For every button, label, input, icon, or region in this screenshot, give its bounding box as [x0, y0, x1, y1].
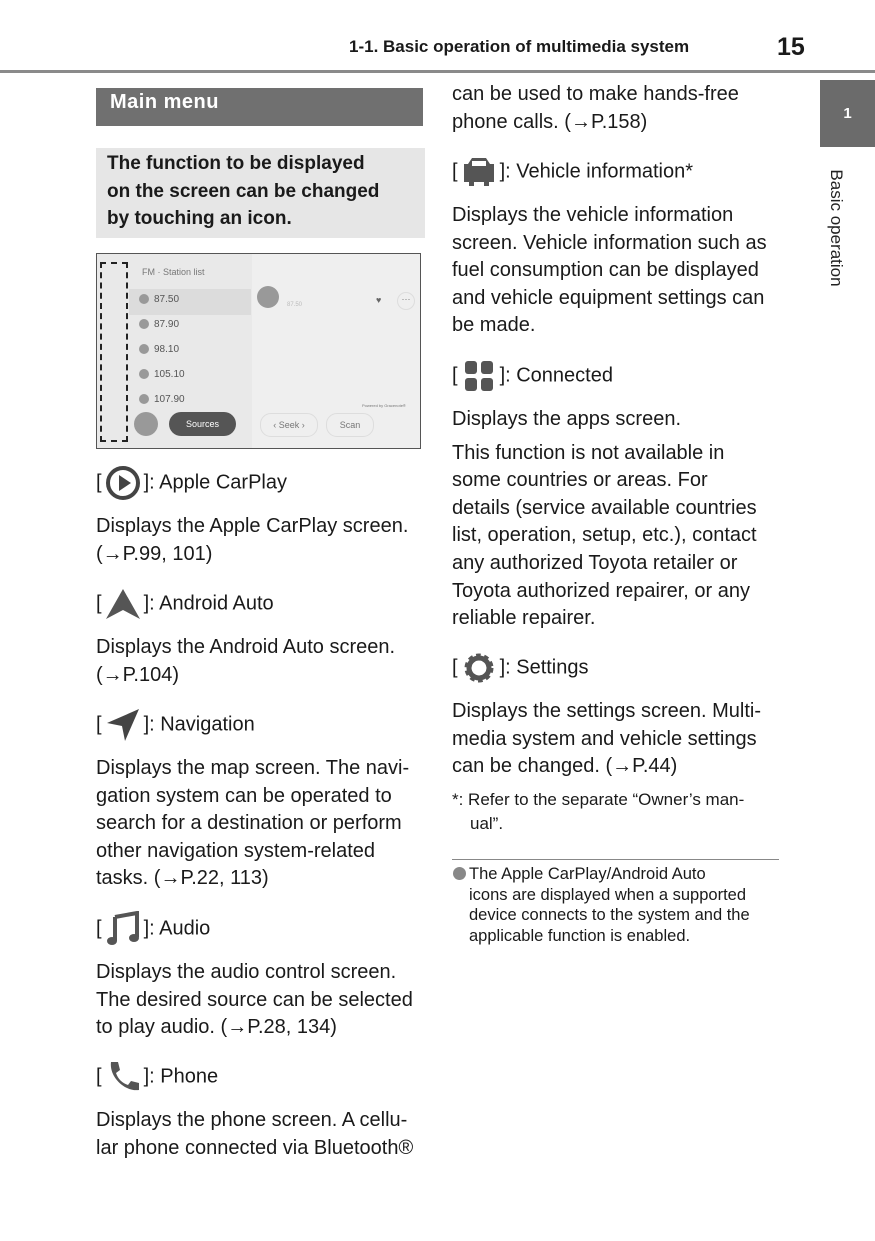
intro-line: on the screen can be changed: [107, 180, 380, 202]
description-line: gation system can be operated to: [96, 784, 392, 807]
sources-button[interactable]: Sources: [169, 412, 236, 436]
intro-line: by touching an icon.: [107, 208, 292, 229]
station-frequency: 87.90: [154, 319, 180, 330]
description-line: Displays the Apple CarPlay screen.: [96, 515, 409, 537]
description-line: and vehicle equipment settings can: [452, 286, 765, 309]
section-title: 1-1. Basic operation of multimedia system: [349, 37, 690, 56]
station-item[interactable]: [139, 369, 185, 380]
radio-icon: [139, 369, 149, 379]
description-line: screen. Vehicle information such as: [452, 231, 767, 254]
station-frequency: 105.10: [154, 369, 185, 380]
icon-label: ]: Android Auto: [143, 592, 274, 615]
icon-label-row: [ ]: Navigation: [96, 707, 255, 743]
station-frequency: 107.90: [154, 394, 185, 405]
icon-label-row: [ ]: Apple CarPlay: [96, 465, 287, 501]
icon-label: ]: Phone: [143, 1065, 219, 1088]
radio-icon: [139, 294, 149, 304]
radio-icon: [139, 344, 149, 354]
menu-highlight-box: [100, 262, 128, 442]
description-line: media system and vehicle settings: [452, 727, 757, 750]
chapter-label: Basic operation: [827, 169, 846, 287]
description-line: list, operation, setup, etc.), contact: [452, 524, 757, 547]
intro-line: The function to be displayed: [107, 153, 365, 174]
screen-breadcrumb: FM · Station list: [142, 267, 205, 277]
audio-icon: [105, 911, 141, 947]
description-line: search for a destination or perform: [96, 812, 402, 835]
settings-icon: [461, 650, 497, 686]
icon-label-row: [ ]: Vehicle information*: [452, 154, 693, 190]
note-line: applicable function is enabled.: [469, 926, 691, 945]
description-line: lar phone connected via Bluetooth®: [96, 1136, 414, 1159]
radio-icon: [139, 319, 149, 329]
note-bullet-icon: [453, 867, 466, 880]
description-line: phone calls. (→P.158): [452, 110, 648, 133]
description-line: Displays the settings screen. Multi-: [452, 700, 762, 722]
description-line: The desired source can be selected: [96, 988, 413, 1011]
description-line: fuel consumption can be displayed: [452, 259, 759, 282]
android-auto-icon: [105, 586, 141, 622]
icon-label: ]: Apple CarPlay: [143, 471, 287, 494]
note-divider: [452, 859, 779, 860]
intro-box: [96, 148, 425, 238]
description-line: This function is not available in: [452, 441, 725, 464]
station-item[interactable]: [139, 344, 179, 355]
description-line: Displays the map screen. The navi-: [96, 757, 410, 779]
note-line: device connects to the system and the: [469, 906, 750, 924]
vehicle-icon: [461, 154, 497, 190]
icon-label-row: [ ]: Audio: [96, 911, 210, 947]
description-line: Displays the Android Auto screen.: [96, 636, 396, 658]
description-line: Displays the vehicle information: [452, 204, 734, 226]
description-line: to play audio. (→P.28, 134): [96, 1016, 337, 1039]
description-line: details (service available countries: [452, 496, 757, 519]
description-line: other navigation system-related: [96, 839, 376, 862]
icon-label: ]: Connected: [499, 364, 613, 387]
phone-icon: [105, 1059, 141, 1095]
note-line: The Apple CarPlay/Android Auto: [469, 865, 706, 883]
seek-button[interactable]: ‹ Seek ›: [260, 413, 318, 437]
icon-label: ]: Vehicle information*: [499, 160, 693, 183]
scan-button[interactable]: Scan: [326, 413, 374, 437]
note-line: icons are displayed when a supported: [469, 885, 747, 904]
header-divider: [0, 70, 875, 73]
page-number: 15: [777, 33, 805, 61]
description-line: (→P.99, 101): [96, 542, 213, 565]
station-item[interactable]: [139, 294, 179, 305]
icon-label: ]: Audio: [143, 917, 211, 940]
icon-label-row: [ ]: Connected: [452, 358, 613, 394]
description-line: Toyota authorized repairer, or any: [452, 579, 750, 602]
screen-illustration: [96, 253, 421, 449]
icon-label-row: [ ]: Android Auto: [96, 586, 274, 622]
description-line: Displays the audio control screen.: [96, 961, 397, 983]
footnote-line: *: Refer to the separate “Owner’s man-: [452, 790, 745, 809]
seek-label: Seek: [278, 420, 300, 430]
connected-icon: [461, 358, 497, 394]
chapter-tab[interactable]: 1: [820, 80, 875, 147]
station-item[interactable]: [139, 394, 185, 405]
more-icon[interactable]: ···: [397, 292, 415, 310]
now-playing: 87.50: [287, 302, 303, 308]
icon-label-row: [ ]: Phone: [96, 1059, 218, 1095]
description-line: any authorized Toyota retailer or: [452, 552, 738, 574]
voice-button[interactable]: [134, 412, 158, 436]
icon-label-row: [ ]: Settings: [452, 650, 589, 686]
favorite-icon[interactable]: ♥: [376, 295, 382, 305]
navigation-icon: [105, 707, 141, 743]
description-line: (→P.104): [96, 663, 180, 686]
apple-carplay-icon: [105, 465, 141, 501]
station-item[interactable]: [139, 319, 179, 330]
radio-icon: [139, 394, 149, 404]
station-frequency: 98.10: [154, 344, 180, 355]
description-line: can be changed. (→P.44): [452, 755, 678, 778]
icon-label: ]: Settings: [499, 656, 589, 679]
description-line: some countries or areas. For: [452, 469, 708, 492]
main-menu-heading: Main menu: [96, 88, 423, 126]
icon-label: ]: Navigation: [143, 713, 255, 736]
station-frequency: 87.50: [154, 294, 180, 305]
description-line: can be used to make hands-free: [452, 83, 739, 105]
powered-by: Powered by Gracenote®: [362, 403, 406, 408]
description-line: Displays the phone screen. A cellu-: [96, 1109, 408, 1131]
footnote-line: ual”.: [470, 814, 504, 833]
description-line: reliable repairer.: [452, 607, 596, 630]
description-line: be made.: [452, 314, 536, 337]
description-line: tasks. (→P.22, 113): [96, 867, 269, 890]
description-line: Displays the apps screen.: [452, 408, 682, 430]
